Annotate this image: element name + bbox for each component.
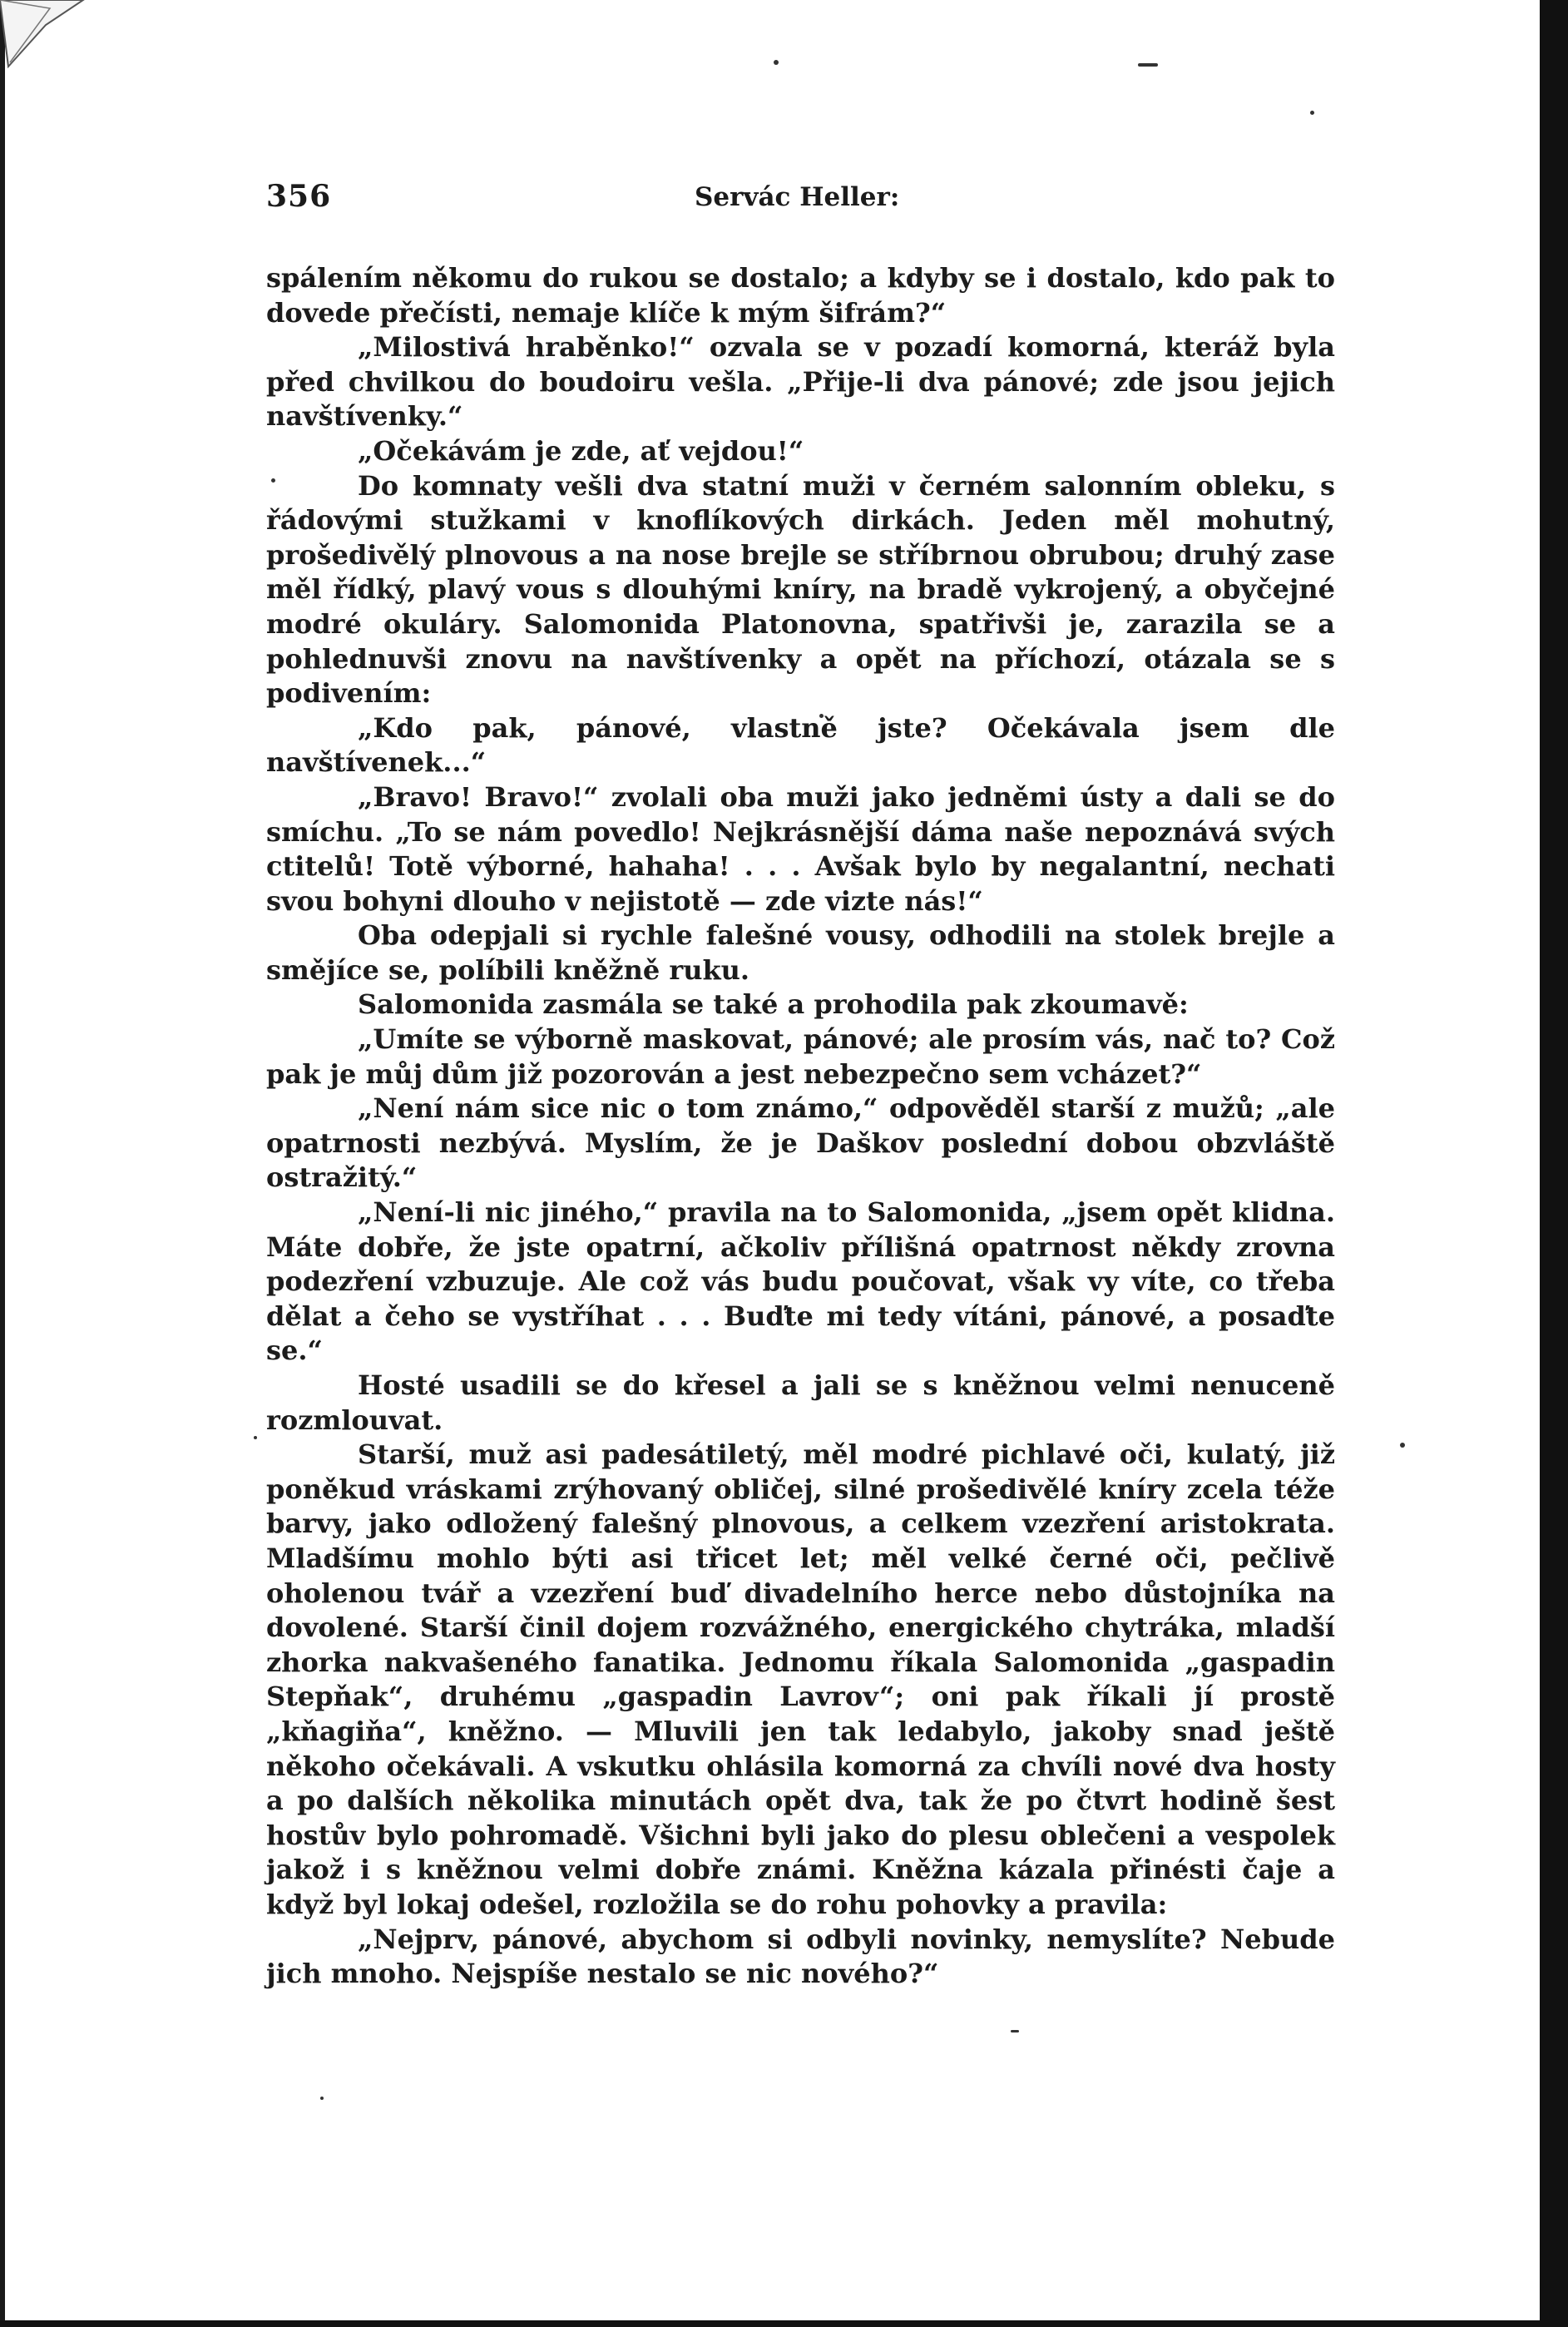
paragraph: Hosté usadili se do křesel a jali se s kněžnou velmi nenuceně rozmlouvat. [266,1369,1335,1436]
paragraph: „Umíte se výborně maskovat, pánové; ale prosím vás, nač to? Což pak je můj dům již pozorován a jest nebezpečno sem vcházet?“ [266,1023,1335,1090]
paragraph: „Nejprv, pánové, abychom si odbyli novinky, nemyslíte? Nebude jich mnoho. Nejspíše nestalo se nic nového?“ [266,1923,1335,1990]
paragraph: „Není-li nic jiného,“ pravila na to Salomonida, „jsem opět klidna. Máte dobře, že jste opatrní, ačkoliv přílišná opatrnost někdy zrovna podezření vzbuzuje. Ale což vás budu poučovat, však vy víte, co třeba dělat a čeho se vystříhat . . . Buďte mi tedy vítáni, pánové, a posaďte se.“ [266,1196,1335,1367]
page-header [266,179,1339,220]
paragraph: „Bravo! Bravo!“ zvolali oba muži jako jedněmi ústy a dali se do smíchu. „To se nám povedlo! Nejkrásnější dáma naše nepoznává svých ctitelů! Totě výborné, hahaha! . . . Avšak bylo by negalantní, nechati svou bohyni dlouho v nejistotě — zde vizte nás!“ [266,780,1335,917]
paragraph: „Není nám sice nic o tom známo,“ odpověděl starší z mužů; „ale opatrnosti nezbývá. Myslím, že je Daškov poslední dobou obzvláště ostražitý.“ [266,1092,1335,1194]
page-number: 356 [266,179,332,214]
scan-speck [774,60,779,65]
scan-speck [1400,1443,1405,1448]
paragraph: Salomonida zasmála se také a prohodila pak zkoumavě: [358,988,1189,1021]
paragraph: Starší, muž asi padesátiletý, měl modré pichlavé oči, kulatý, již poněkud vráskami zrýhovaný obličej, silné prošedivělé kníry zcela téže barvy, jako odložený falešný plnovous, a celkem vzezření aristokrata. Mladšímu mohlo býti asi třicet let; měl velké černé oči, pečlivě oholenou tvář a vzezření buď divadelního herce nebo důstojníka na dovolené. Starší činil dojem rozvážného, energického chytráka, mladší zhorka nakvašeného fanatika. Jednomu říkala Salomonida „gaspadin Stepňak“, druhému „gaspadin Lavrov“; oni pak říkali jí prostě „kňagiňa“, kněžno. — Mluvili jen tak ledabylo, jakoby snad ještě někoho očekávali. A vskutku ohlásila komorná za chvíli nové dva hosty a po dalších několika minutách opět dva, tak že po čtvrt hodině šest hostův bylo pohromadě. Všichni byli jako do plesu oblečeni a vespolek jakož i s kněžnou velmi dobře známi. Kněžna kázala přinésti čaje a když byl lokaj odešel, rozložila se do rohu pohovky a pravila: [266,1438,1335,1920]
scan-edge-left [0,0,5,2327]
paragraph: „Kdo pak, pánové, vlastně jste? Očekávala jsem dle navštívenek...“ [266,711,1335,779]
folded-corner-mark [0,0,100,83]
scan-speck [320,2097,324,2100]
scan-edge-right [1540,0,1568,2327]
scan-speck [1310,111,1314,115]
paragraph: Oba odepjali si rychle falešné vousy, odhodili na stolek brejle a smějíce se, políbili kněžně ruku. [266,919,1335,986]
paragraph: „Milostivá hraběnko!“ ozvala se v pozadí komorná, kteráž byla před chvilkou do boudoiru vešla. „Přije-li dva pánové; zde jsou jejich navštívenky.“ [266,331,1335,433]
paragraph: „Očekávám je zde, ať vejdou!“ [358,434,804,467]
scan-speck [1138,63,1158,67]
scan-speck [254,1436,257,1439]
scan-speck [1011,2030,1019,2032]
paragraph: spálením někomu do rukou se dostalo; a kdyby se i dostalo, kdo pak to dovede přečísti, nemaje klíče k mým šifrám?“ [266,262,1335,329]
body-text [266,261,1335,1992]
paragraph: Do komnaty vešli dva statní muži v černém salonním obleku, s řádovými stužkami v knoflíkových dirkách. Jeden měl mohutný, prošedivělý plnovous a na nose brejle se stříbrnou obrubou; druhý zase měl řídký, plavý vous s dlouhými kníry, na bradě vykrojený, a obyčejné modré okuláry. Salomonida Platonovna, spatřivši je, zarazila se a pohlednuvši znovu na navštívenky a opět na příchozí, otázala se s podivením: [266,469,1335,710]
scan-edge-bottom [0,2320,1568,2327]
running-title: Servác Heller: [695,182,900,212]
